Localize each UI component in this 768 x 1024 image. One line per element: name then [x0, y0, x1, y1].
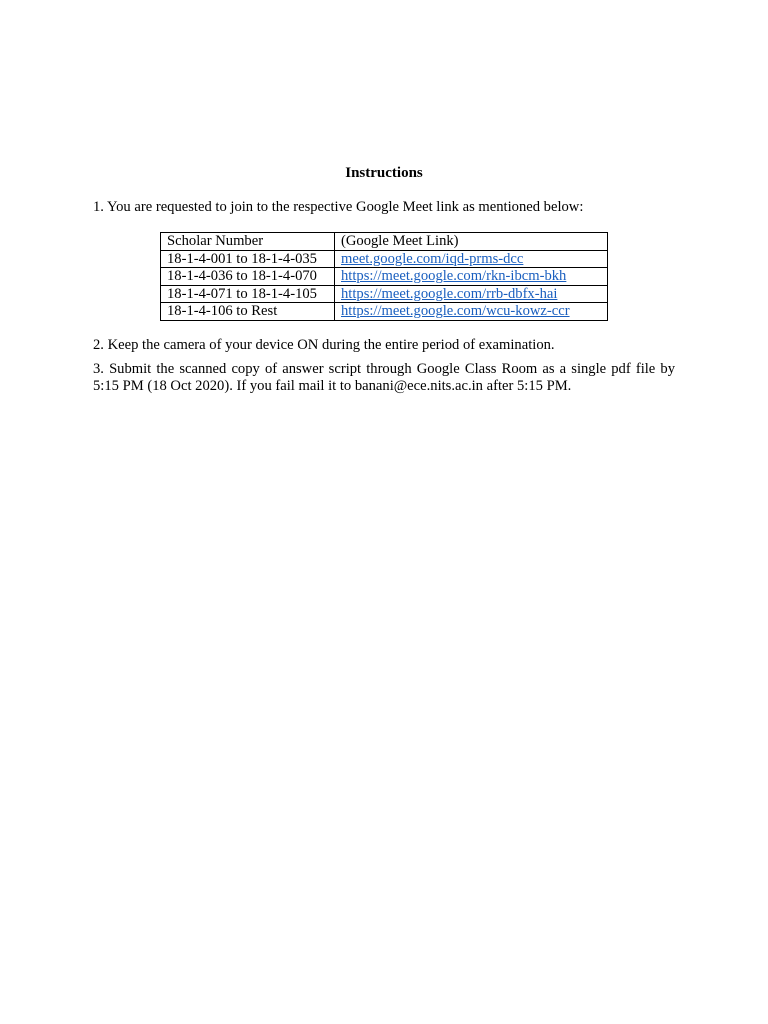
instruction-3: 3. Submit the scanned copy of answer script through Google Class Room as a single pdf file by 5:15 PM (18 Oct 2020). If you fail mail it to banani@ece.nits.ac.in after 5:15 PM.	[93, 361, 675, 394]
meet-link[interactable]: meet.google.com/iqd-prms-dcc	[341, 250, 524, 267]
meet-link-cell	[335, 285, 608, 303]
scholar-range: 18-1-4-071 to 18-1-4-105	[161, 285, 335, 303]
meet-link-cell	[335, 268, 608, 286]
meet-link[interactable]: https://meet.google.com/rkn-ibcm-bkh	[341, 268, 567, 285]
scholar-range: 18-1-4-001 to 18-1-4-035	[161, 250, 335, 268]
scholar-range: 18-1-4-036 to 18-1-4-070	[161, 268, 335, 286]
table-row	[161, 250, 608, 268]
table-row	[161, 303, 608, 321]
table-row	[161, 268, 608, 286]
table-row	[161, 285, 608, 303]
instruction-1: 1. You are requested to join to the respective Google Meet link as mentioned below:	[93, 199, 584, 215]
meet-link[interactable]: https://meet.google.com/wcu-kowz-ccr	[341, 303, 570, 320]
meet-links-table	[160, 232, 608, 321]
table-header-row	[161, 233, 608, 251]
meet-link-cell	[335, 250, 608, 268]
meet-link-cell	[335, 303, 608, 321]
document-title: Instructions	[345, 165, 423, 181]
scholar-range: 18-1-4-106 to Rest	[161, 303, 335, 321]
header-scholar-number: Scholar Number	[161, 233, 335, 251]
header-google-meet-link: (Google Meet Link)	[335, 233, 608, 251]
meet-link[interactable]: https://meet.google.com/rrb-dbfx-hai	[341, 285, 558, 302]
instruction-2: 2. Keep the camera of your device ON during the entire period of examination.	[93, 337, 555, 353]
